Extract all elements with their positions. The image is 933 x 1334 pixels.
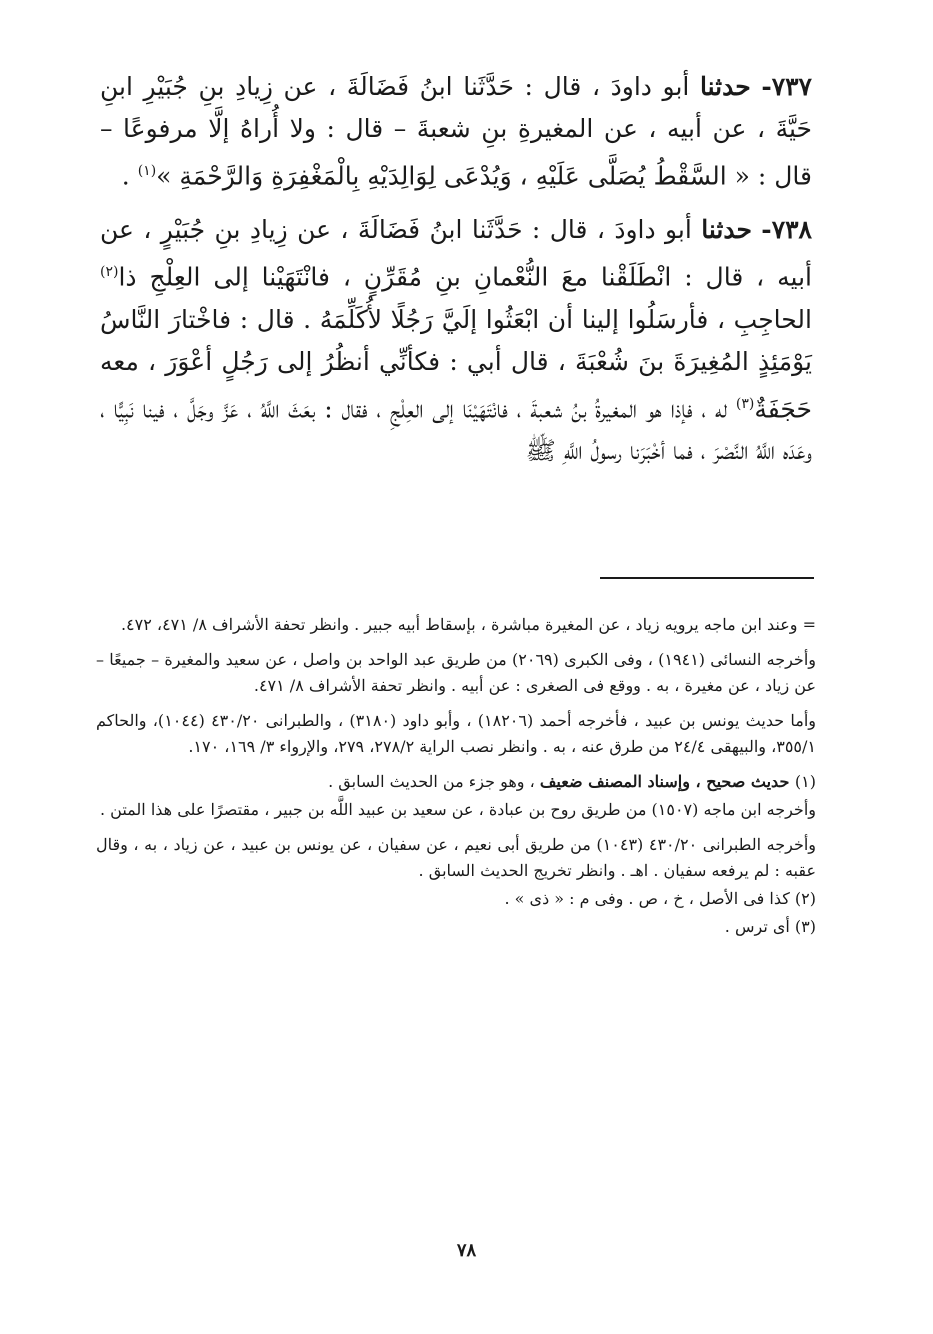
- footnote-3: (٣) أى ترس .: [724, 917, 816, 936]
- hadith-body: أبو داودَ ، قال : حَدَّثَنا ابنُ فَضَالَةَ ، عن زِيادِ بنِ جُبَيْرِ ابنِ حَيَّةَ ، عن أبيه ، عن المغيرةِ بنِ شعبةَ – قال : ولا أُراهُ إلَّا مرفوعًا – قال : « السَّقْطُ يُصَلَّى عَلَيْهِ ، وَيُدْعَى لِوَالِدَيْهِ بِالْمَغْفِرَةِ وَالرَّحْمَةِ »: [100, 72, 812, 191]
- hadith-number: ٧٣٧-: [761, 72, 812, 101]
- footnote-separator: [600, 577, 814, 579]
- hadith-end: .: [121, 161, 138, 191]
- hadith-lead: حدثنا: [699, 72, 751, 101]
- footnote-paragraph: وأخرجه ابن ماجه (١٥٠٧) من طريق روح بن عبادة ، عن سعيد بن عبيد اللَّه بن جبير ، مقتصرًا على هذا المتن .: [100, 800, 816, 819]
- footnote-paragraph: وأخرجه الطبرانى ٤٣٠/٢٠ (١٠٤٣) من طريق أبى نعيم ، عن سفيان ، عن يونس بن عبيد ، عن زياد ، به ، وقال عقبه : لم يرفعه سفيان . اهـ . وانظر تخريج الحديث السابق .: [96, 835, 817, 880]
- footnote-text: ، وهو جزء من الحديث السابق .: [328, 772, 540, 791]
- footnote-2: (٢) كذا فى الأصل ، خ ، ص . وفى م : « ذى » .: [504, 889, 816, 908]
- footnote-grade: حديث صحيح ، وإسناد المصنف ضعيف: [539, 772, 795, 791]
- hadith-738: [100, 209, 812, 472]
- hadith-body: له ، فإذا هو المغيرةُ بنُ شعبةَ ، فانْتَهَيْنَا إلى العِلْجِ ، فقال : بعَثَ اللَّهُ ، عَزَّ وجَلَّ ، فينا نَبِيًّا ، وعَدَه اللَّهُ النَّصْرَ ، فما أخْبَرَنا رسولُ اللَّهِ ﷺ: [100, 393, 812, 465]
- hadith-body: الحاجِبِ ، فأرسَلُوا إلينا أن ابْعَثُوا إلَيَّ رَجُلًا لأُكَلِّمَهُ . قال : فاخْتارَ النَّاسُ يَوْمَئِذٍ المُغِيرَةَ بنَ شُعْبَةَ ، قال أبي : فكأنِّي أنظُرُ إلى رَجُلٍ أعْوَرَ ، معه حَجَفَةٌ: [100, 304, 812, 423]
- hadith-body: أبو داودَ ، قال : حَدَّثَنا ابنُ فَضَالَةَ ، عن زِيادِ بنِ جُبَيْرٍ ، عن أبيه ، قال : انْطَلَقْنا معَ النُّعْمانِ بنِ مُقَرِّنٍ ، فانْتَهَيْنا إلى العِلْجِ ذا: [100, 215, 812, 292]
- hadith-737: [100, 66, 812, 197]
- hadith-number: ٧٣٨-: [761, 215, 812, 245]
- footnote-ref[interactable]: (٢): [100, 264, 119, 281]
- main-text: [100, 66, 812, 484]
- page-number: ٧٨: [456, 1240, 477, 1261]
- footnote-paragraph: وأما حديث يونس بن عبيد ، فأخرجه أحمد (١٨٢٠٦) ، وأبو داود (٣١٨٠) ، والطبرانى ٤٣٠/٢٠ (١٠٤٤)، والحاكم ٣٥٥/١، والبيهقى ٢٤/٤ من طرق عنه ، به . وانظر نصب الراية ٢٧٨/٢، ٢٧٩، والإرواء ٣/ ١٦٩، ١٧٠.: [96, 711, 816, 756]
- footnote-1: [96, 769, 816, 795]
- footnote-ref[interactable]: (١): [137, 163, 157, 179]
- hadith-lead: حدثنا: [701, 215, 752, 245]
- footnotes: [96, 612, 816, 942]
- footnote-marker: (١): [794, 772, 816, 791]
- footnote-ref[interactable]: (٣): [735, 395, 755, 412]
- footnote-paragraph: وأخرجه النسائى (١٩٤١) ، وفى الكبرى (٢٠٦٩) من طريق عبد الواحد بن واصل ، عن سعيد والمغيرة – جميعًا – عن زياد ، عن مغيرة ، به . ووقع فى الصغرى : عن أبيه . وانظر تحفة الأشراف ٨/ ٤٧١.: [96, 650, 816, 695]
- footnote-continuation: = وعند ابن ماجه يرويه زياد ، عن المغيرة مباشرة ، بإسقاط أبيه جبير . وانظر تحفة الأشراف ٨/ ٤٧١، ٤٧٢.: [120, 615, 816, 634]
